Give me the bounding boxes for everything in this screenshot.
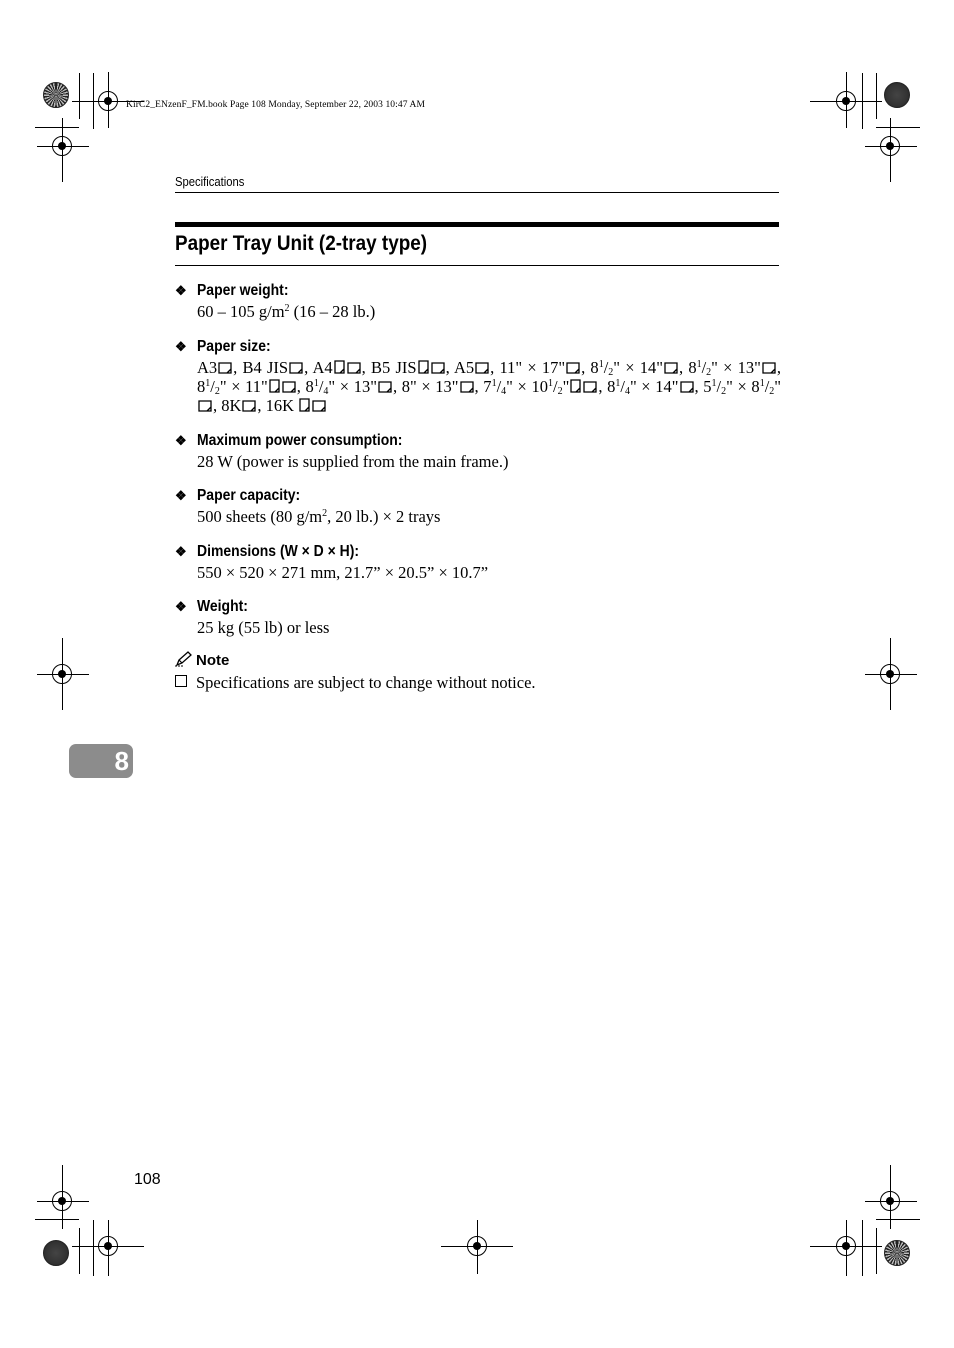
portrait-feed-icon (269, 379, 280, 393)
spec-label: Maximum power consumption: (197, 432, 403, 449)
header-rule (175, 192, 779, 193)
registration-target-icon (880, 1191, 900, 1211)
spec-value: 500 sheets (80 $g/m^2$, 20 lb.) × 2 trays (197, 507, 441, 526)
spec-paper-size (175, 336, 781, 415)
print-slug: KirC2_ENzenF_FM.book Page 108 Monday, September 22, 2003 10:47 AM (126, 100, 426, 110)
registration-target-icon (52, 664, 72, 684)
landscape-feed-icon (347, 362, 361, 374)
spec-value: 60 – 105 $g/m^2$ (16 – 28 lb.) (197, 302, 376, 321)
spec-label: Dimensions (W × D × H): (197, 543, 359, 560)
landscape-feed-icon (242, 400, 256, 412)
color-rosette-icon (884, 1240, 910, 1266)
color-rosette-icon (43, 82, 69, 108)
color-rosette-icon (884, 82, 910, 108)
landscape-feed-icon (218, 362, 232, 374)
note-heading (175, 650, 229, 672)
spec-value: 28 W (power is supplied from the main frame.) (197, 452, 509, 471)
note-item (175, 673, 536, 693)
portrait-feed-icon (570, 379, 581, 393)
landscape-feed-icon (680, 381, 694, 393)
spec-dimensions (175, 541, 781, 582)
landscape-feed-icon (289, 362, 303, 374)
spec-power-consumption (175, 430, 781, 471)
registration-target-icon (52, 136, 72, 156)
portrait-feed-icon (299, 398, 310, 412)
checkbox-bullet-icon (175, 675, 187, 687)
spec-value: 550 × 520 × 271 mm, 21.7” × 20.5” × 10.7” (197, 563, 489, 582)
section-title: Paper Tray Unit (2-tray type) (175, 232, 428, 255)
spec-paper-weight (175, 280, 781, 321)
landscape-feed-icon (762, 362, 776, 374)
registration-target-icon (880, 136, 900, 156)
running-head: Specifications (175, 175, 245, 189)
spec-label: Weight: (197, 598, 248, 615)
spec-weight (175, 596, 781, 637)
registration-target-icon (98, 91, 118, 111)
registration-target-icon (98, 1236, 118, 1256)
spec-label: Paper size: (197, 338, 271, 355)
paper-size-list: A3 , B4 JIS , A4 , B5 JIS , A5 , 11" × 17" , $8^1/_2$" × 14" , $8^1/_2$" × 13" , $8^1/_2$" × 11" , $8^1/_4$" × 13" , 8" × 13" , $7^1/_4$" × $10^1/_2$" , $8^1/_4$" × 14" , $5^1/_2$" × $8^1/_2$" , 8K , 16K (197, 358, 782, 415)
diamond-bullet-icon: ❖ (175, 599, 187, 614)
spec-label: Paper weight: (197, 282, 289, 299)
landscape-feed-icon (431, 362, 445, 374)
registration-target-icon (467, 1236, 487, 1256)
landscape-feed-icon (566, 362, 580, 374)
pencil-icon (175, 651, 193, 667)
registration-target-icon (836, 91, 856, 111)
registration-target-icon (836, 1236, 856, 1256)
section-top-rule (175, 222, 779, 227)
landscape-feed-icon (282, 381, 296, 393)
spec-label: Paper capacity: (197, 487, 301, 504)
page-number: 108 (134, 1171, 161, 1188)
diamond-bullet-icon: ❖ (175, 544, 187, 559)
color-rosette-icon (43, 1240, 69, 1266)
landscape-feed-icon (312, 400, 326, 412)
diamond-bullet-icon: ❖ (175, 339, 187, 354)
chapter-tab: 8 (69, 744, 133, 778)
spec-paper-capacity (175, 485, 781, 526)
note-label: Note (196, 652, 230, 669)
landscape-feed-icon (583, 381, 597, 393)
diamond-bullet-icon: ❖ (175, 433, 187, 448)
landscape-feed-icon (378, 381, 392, 393)
note-text: Specifications are subject to change without notice. (196, 673, 536, 692)
diamond-bullet-icon: ❖ (175, 488, 187, 503)
portrait-feed-icon (418, 360, 429, 374)
landscape-feed-icon (664, 362, 678, 374)
landscape-feed-icon (198, 400, 212, 412)
registration-target-icon (52, 1191, 72, 1211)
landscape-feed-icon (475, 362, 489, 374)
registration-target-icon (880, 664, 900, 684)
spec-value: 25 kg (55 lb) or less (197, 618, 330, 637)
landscape-feed-icon (460, 381, 474, 393)
portrait-feed-icon (334, 360, 345, 374)
diamond-bullet-icon: ❖ (175, 283, 187, 298)
section-bottom-rule (175, 265, 779, 266)
